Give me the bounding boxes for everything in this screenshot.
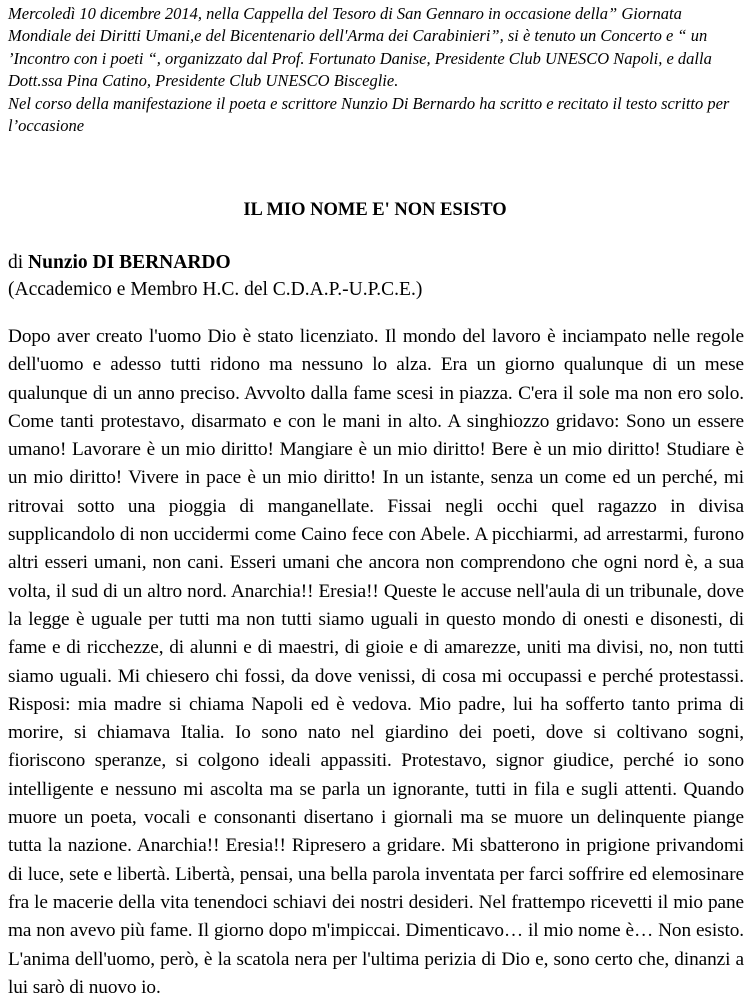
poem-title: IL MIO NOME E' NON ESISTO — [243, 200, 507, 220]
intro-occasion-text: Nel corso della manifestazione il poeta e scrittore Nunzio Di Bernardo ha scritto e recitato il testo scritto per l’occasione — [8, 93, 730, 136]
author-prefix: di — [8, 252, 24, 273]
intro-event-text: Mercoledì 10 dicembre 2014, nella Cappella del Tesoro di San Gennaro in occasione della” Giornata Mondiale dei Diritti Umani,e del Bicentenario dell'Arma dei Carabinieri”, si è tenuto un Concerto e “ un ’Incontro con i poeti “, organizzato dal Prof. Fortunato Danise, Presidente Club UNESCO Napoli, e dalla Dott.ssa Pina Catino, Presidente Club UNESCO Bisceglie. — [8, 4, 712, 91]
poem-body: Dopo aver creato l'uomo Dio è stato licenziato. Il mondo del lavoro è inciampato nelle regole dell'uomo e adesso tutti ridono ma nessuno lo alza. Era un giorno qualunque di un mese qualunque di un anno preciso. Avvolto dalla fame scesi in piazza. C'era il sole ma non ero solo. Come tanti protestavo, disarmato e con le mani in alto. A singhiozzo gridavo: Sono un essere umano! Lavorare è un mio diritto! Mangiare è un mio diritto! Bere è un mio diritto! Studiare è un mio diritto! Vivere in pace è un mio diritto! In un istante, senza un come ed un perché, mi ritrovai sotto una pioggia di manganellate. Fissai negli occhi quel ragazzo in divisa supplicandolo di non uccidermi come Caino fece con Abele. A picchiarmi, ad arrestarmi, furono altri esseri umani, non cani. Esseri umani che ancora non comprendono che ogni nord è, a sua volta, il sud di un altro nord. Anarchia!! Eresia!! Queste le accuse nell'aula di un tribunale, dove la legge è uguale per tutti ma non tutti siamo uguali in questo mondo di onesti e disonesti, di fame e di ricchezze, di alunni e di maestri, di gioie e di amarezze, uniti ma divisi, no, non tutti siamo uguali. Mi chiesero chi fossi, da dove venissi, di cosa mi occupassi e perché protestassi. Risposi: mia madre si chiama Napoli ed è vedova. Mio padre, lui ha sofferto tanto prima di morire, si chiamava Italia. Io sono nato nel giardino dei poeti, dove si coltivano sogni, fioriscono speranze, si colgono ideali appassiti. Protestavo, signor giudice, perché io sono intelligente e nessuno mi ascolta ma se parla un ignorante, tutti in fila e sugli attenti. Quando muore un poeta, vocali e consonanti disertano i giornali ma se muore un delinquente piange tutta la nazione. Anarchia!! Eresia!! Ripresero a gridare. Mi sbatterono in prigione privandomi di luce, sete e libertà. Libertà, pensai, una bella parola inventata per farci soffrire ed elemosinare fra le macerie della vita tenendoci schiavi dei nostri desideri. Nel frattempo ricevetti il mio pane ma non avevo più fame. Il giorno dopo m'impiccai. Dimenticavo… il mio nome è… Non esisto. L'anima dell'uomo, però, è la scatola nera per l'ultima perizia di Dio e, sono certo che, dinanzi a lui sarò di nuovo io. — [8, 326, 744, 998]
intro-paragraph — [8, 3, 746, 137]
author-name: Nunzio DI BERNARDO — [28, 252, 231, 273]
author-affiliation: (Accademico e Membro H.C. del C.D.A.P.-U.P.C.E.) — [8, 279, 423, 300]
author-line — [8, 249, 231, 276]
